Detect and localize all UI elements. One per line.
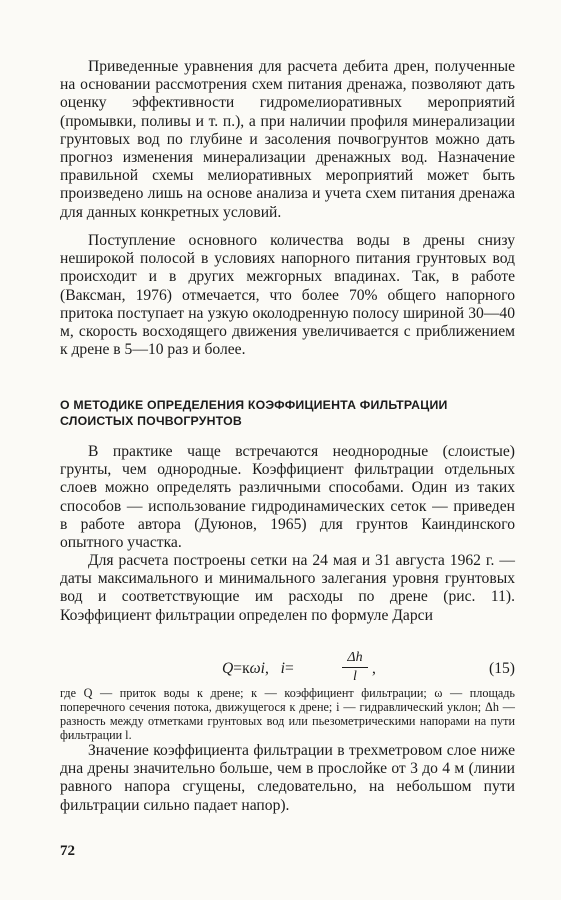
darcy-formula xyxy=(60,650,515,690)
paragraph-pressure-inflow: Поступление основного количества воды в дрены снизу неширокой полосой в условиях напорного питания грунтовых вод происходит и в других межгорных впадинах. Так, в работе (Ваксман, 1976) отмечается, что более 70% общего напорного притока поступает на узкую околодренную полосу шириной 30—40 м, скорость восходящего движения увеличивается с приближением к дрене в 5—10 раз и более. xyxy=(60,232,515,359)
fraction-denominator: l xyxy=(353,669,357,684)
formula-comma: , xyxy=(372,660,376,677)
formula-fraction xyxy=(342,650,368,685)
page-number: 72 xyxy=(60,843,75,859)
paragraph-layered-soils: В практике чаще встречаются неоднородные (слоистые) грунты, чем однородные. Коэффициент фильтрации отдельных слоев можно определять различными способами. Один из таких способов — использование гидродинамических сеток — приведен в работе автора (Дуюнов, 1965) для грунтов Каиндинского опытного участка. xyxy=(60,443,515,552)
fraction-numerator: Δh xyxy=(347,650,363,665)
paragraph-filtration-value: Значение коэффициента фильтрации в трехметровом слое ниже дна дрены значительно больше, чем в прослойке от 3 до 4 м (линии равного напора сгущены, следовательно, на небольшом пути фильтрации сильно падает напор). xyxy=(60,742,515,814)
formula-legend: где Q — приток воды к дрене; к — коэффициент фильтрации; ω — площадь поперечного сечения потока, движущегося к дрене; i — гидравлический уклон; Δh — разность между отметками грунтовых вод или пьезометрическими напорами на пути фильтрации l. xyxy=(60,686,515,742)
paragraph-darcy-intro: Для расчета построены сетки на 24 мая и 31 августа 1962 г. — даты максимального и минимального залегания уровня грунтовых вод и соответствующие им расходы по дрене (рис. 11). Коэффициент фильтрации определен по формуле Дарси xyxy=(60,552,515,624)
formula-left-part: Q=кωi, i= xyxy=(222,660,294,677)
equation-number: (15) xyxy=(489,660,515,677)
fraction-bar xyxy=(342,667,368,668)
section-heading: О МЕТОДИКЕ ОПРЕДЕЛЕНИЯ КОЭФФИЦИЕНТА ФИЛЬТРАЦИИ СЛОИСТЫХ ПОЧВОГРУНТОВ xyxy=(60,398,448,428)
paragraph-drain-equations: Приведенные уравнения для расчета дебита дрен, полученные на основании рассмотрения схем питания дренажа, позволяют дать оценку эффективности гидромелиоративных мероприятий (промывки, поливы и т. п.), а при наличии профиля минерализации грунтовых вод по глубине и засоления почвогрунтов можно дать прогноз изменения минерализации дренажных вод. Назначение правильной схемы мелиоративных мероприятий может быть произведено лишь на основе анализа и учета схем питания дренажа для данных конкретных условий. xyxy=(60,58,515,221)
